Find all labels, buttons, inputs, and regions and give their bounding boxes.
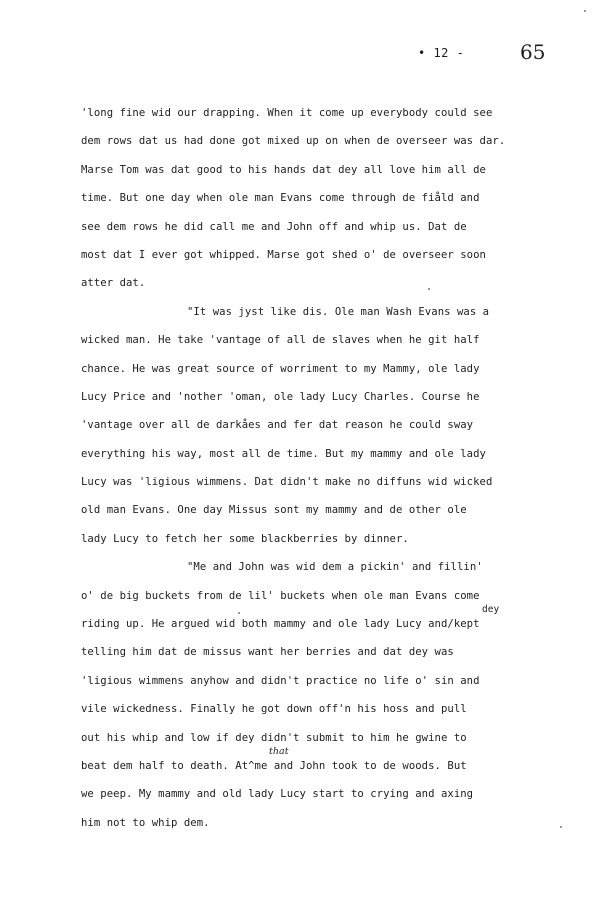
paper-speck bbox=[560, 826, 562, 828]
text-line: see dem rows he did call me and John off and whip us. Dat de bbox=[81, 220, 467, 233]
text-line: everything his way, most all de time. But my mammy and ole lady bbox=[81, 447, 486, 460]
text-line: 'ligious wimmens anyhow and didn't practice no life o' sin and bbox=[81, 674, 480, 687]
text-line-content: riding up. He argued wid both mammy and ole lady Lucy and/kept bbox=[81, 618, 480, 631]
page-number: • 12 - bbox=[418, 46, 465, 60]
handwritten-insertion-dey: dey bbox=[482, 604, 500, 616]
text-line: Lucy was 'ligious wimmens. Dat didn't make no diffuns wid wicked bbox=[81, 476, 493, 489]
text-line: him not to whip dem. bbox=[81, 816, 210, 829]
text-line: 'long fine wid our drapping. When it come up everybody could see bbox=[81, 107, 493, 119]
paragraph-start-line: "It was jyst like dis. Ole man Wash Evans was a bbox=[187, 305, 490, 318]
text-line: 'vantage over all de darkåes and fer dat reason he could sway bbox=[81, 419, 474, 432]
text-line-with-insertion bbox=[81, 604, 551, 645]
text-line: time. But one day when ole man Evans come through de fiåld and bbox=[81, 192, 480, 205]
text-line: vile wickedness. Finally he got down off'n his hoss and pull bbox=[81, 703, 467, 716]
text-line: Lucy Price and 'nother 'oman, ole lady Lucy Charles. Course he bbox=[81, 390, 480, 403]
transcript-body bbox=[81, 106, 551, 844]
text-line-content: beat dem half to death. At^me and John took to de woods. But bbox=[81, 759, 467, 772]
paper-speck bbox=[428, 288, 430, 290]
text-line: Marse Tom was dat good to his hands dat dey all love him all de bbox=[81, 163, 486, 176]
text-line: chance. He was great source of worriment to my Mammy, ole lady bbox=[81, 362, 480, 375]
paper-speck bbox=[238, 612, 240, 614]
text-line: lady Lucy to fetch her some blackberries by dinner. bbox=[81, 532, 409, 545]
paper-speck bbox=[584, 10, 586, 12]
text-line: out his whip and low if dey didn't submit to him he gwine to bbox=[81, 731, 467, 744]
folio-number: 65 bbox=[520, 40, 546, 64]
text-line: atter dat. bbox=[81, 277, 146, 290]
text-line: o' de big buckets from de lil' buckets when ole man Evans come bbox=[81, 589, 480, 602]
paragraph-start-line: "Me and John was wid dem a pickin' and fillin' bbox=[187, 561, 483, 574]
text-line: we peep. My mammy and old lady Lucy start to crying and axing bbox=[81, 788, 474, 801]
handwritten-insertion-that: that bbox=[269, 745, 289, 757]
text-line: most dat I ever got whipped. Marse got shed o' de overseer soon bbox=[81, 248, 486, 261]
text-line: dem rows dat us had done got mixed up on when de overseer was dar. bbox=[81, 135, 506, 148]
text-line-with-insertion bbox=[81, 745, 551, 787]
text-line: old man Evans. One day Missus sont my mammy and de other ole bbox=[81, 504, 467, 517]
text-line: wicked man. He take 'vantage of all de slaves when he git half bbox=[81, 334, 480, 347]
text-line: telling him dat de missus want her berries and dat dey was bbox=[81, 646, 454, 659]
